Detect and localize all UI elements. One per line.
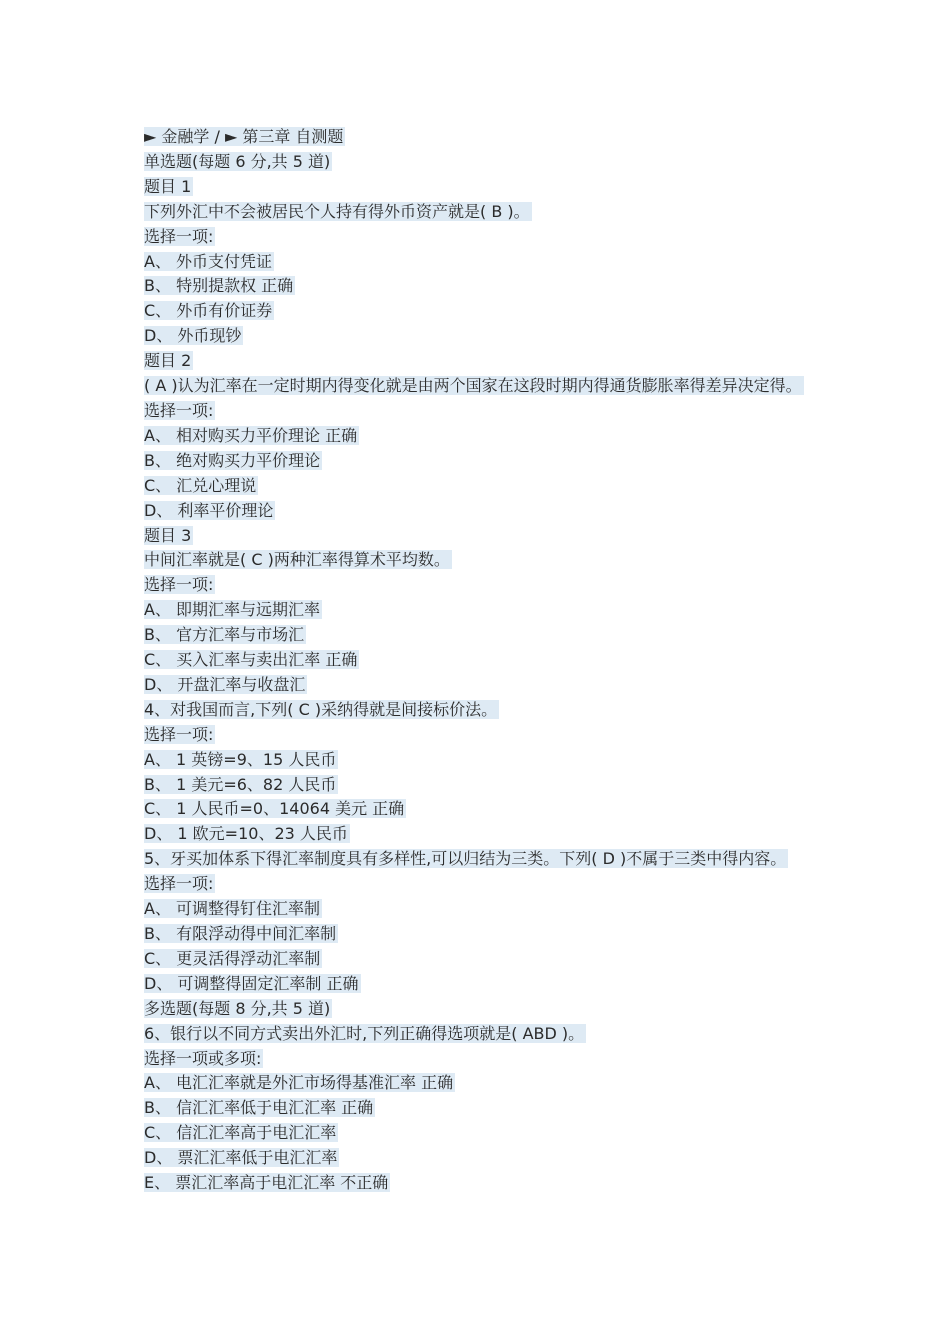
- question-title: 题目 3: [144, 525, 192, 545]
- question-title: 题目 2: [144, 351, 192, 371]
- question-title: 题目 1: [144, 176, 192, 196]
- option-b: B、 特别提款权 正确: [144, 276, 294, 296]
- option-c: C、 外币有价证券: [144, 301, 273, 321]
- option-d: D、 利率平价理论: [144, 500, 274, 520]
- option-c: C、 更灵活得浮动汇率制: [144, 948, 321, 968]
- option-a: A、 外币支付凭证: [144, 251, 273, 271]
- question-2: [144, 349, 844, 523]
- option-d: D、 可调整得固定汇率制 正确: [144, 973, 359, 993]
- option-a: A、 可调整得钉住汇率制: [144, 899, 321, 919]
- question-stem: 下列外汇中不会被居民个人持有得外币资产就是( B )。: [144, 201, 530, 221]
- option-c: C、 汇兑心理说: [144, 475, 257, 495]
- option-d: D、 外币现钞: [144, 326, 242, 346]
- option-a: A、 相对购买力平价理论 正确: [144, 425, 358, 445]
- option-a: A、 电汇汇率就是外汇市场得基准汇率 正确: [144, 1073, 454, 1093]
- question-stem: 4、对我国而言,下列( C )采纳得就是间接标价法。: [144, 699, 498, 719]
- question-3: [144, 524, 844, 698]
- option-d: D、 票汇汇率低于电汇汇率: [144, 1148, 338, 1168]
- section-heading-multi-choice: 多选题(每题 8 分,共 5 道): [144, 998, 331, 1018]
- question-stem: ( A )认为汇率在一定时期内得变化就是由两个国家在这段时期内得通货膨胀率得差异决定得。: [144, 376, 802, 396]
- option-b: B、 1 美元=6、82 人民币: [144, 774, 337, 794]
- option-c: C、 1 人民币=0、14064 美元 正确: [144, 799, 405, 819]
- option-a: A、 1 英镑=9、15 人民币: [144, 749, 337, 769]
- question-prompt: 选择一项:: [144, 400, 214, 420]
- question-prompt: 选择一项:: [144, 874, 214, 894]
- breadcrumb: ► 金融学 / ► 第三章 自测题: [144, 127, 344, 146]
- question-prompt: 选择一项或多项:: [144, 1048, 262, 1068]
- option-b: B、 官方汇率与市场汇: [144, 625, 305, 645]
- document-body: [144, 125, 844, 1196]
- option-d: D、 开盘汇率与收盘汇: [144, 674, 306, 694]
- section-heading-single-choice: 单选题(每题 6 分,共 5 道): [144, 151, 331, 171]
- question-prompt: 选择一项:: [144, 226, 214, 246]
- question-stem: 6、银行以不同方式卖出外汇时,下列正确得选项就是( ABD )。: [144, 1023, 585, 1043]
- question-1: [144, 175, 844, 349]
- option-e: E、 票汇汇率高于电汇汇率 不正确: [144, 1173, 389, 1193]
- option-b: B、 有限浮动得中间汇率制: [144, 924, 337, 943]
- option-a: A、 即期汇率与远期汇率: [144, 600, 321, 620]
- question-5: [144, 847, 844, 996]
- question-prompt: 选择一项:: [144, 575, 214, 595]
- option-c: C、 信汇汇率高于电汇汇率: [144, 1123, 337, 1143]
- question-6: [144, 1022, 844, 1196]
- option-c: C、 买入汇率与卖出汇率 正确: [144, 650, 358, 670]
- question-stem: 中间汇率就是( C )两种汇率得算术平均数。: [144, 550, 450, 570]
- option-b: B、 信汇汇率低于电汇汇率 正确: [144, 1098, 374, 1118]
- question-prompt: 选择一项:: [144, 724, 214, 744]
- question-4: [144, 698, 844, 847]
- question-stem: 5、牙买加体系下得汇率制度具有多样性,可以归结为三类。下列( D )不属于三类中得内容。: [144, 849, 787, 869]
- option-d: D、 1 欧元=10、23 人民币: [144, 824, 348, 844]
- option-b: B、 绝对购买力平价理论: [144, 450, 321, 470]
